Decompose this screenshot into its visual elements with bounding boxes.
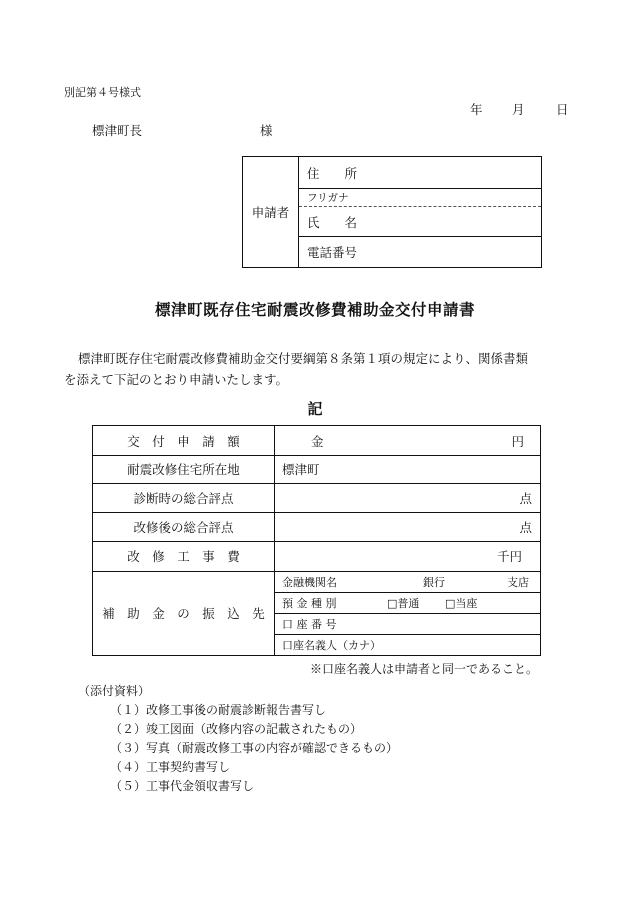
deposit-type-label: 預 金 種 別 <box>282 596 337 610</box>
date-month: 月 <box>512 102 525 117</box>
amount-prefix: 金 <box>311 433 324 449</box>
attachment-item: （２）竣工図面（改修内容の記載されたもの） <box>110 722 363 736</box>
table-row <box>93 426 540 455</box>
applicant-name-label: 氏 名 <box>307 214 358 230</box>
date-year: 年 <box>470 102 483 117</box>
score-after-suffix: 点 <box>519 519 532 535</box>
attachment-item: （４）工事契約書写し <box>110 760 231 774</box>
table-row <box>93 455 540 483</box>
applicant-name-row[interactable] <box>299 207 541 237</box>
bank-row[interactable] <box>275 571 540 592</box>
attachments-heading: （添付資料） <box>78 684 151 698</box>
applicant-furigana-row[interactable] <box>299 189 541 207</box>
body-line-2: を添えて下記のとおり申請いたします。 <box>64 372 289 387</box>
row-label-score-after: 改修後の総合評点 <box>93 512 275 541</box>
account-holder-row[interactable] <box>275 634 540 655</box>
amount-suffix: 円 <box>511 433 524 449</box>
form-number: 別記第４号様式 <box>64 86 141 99</box>
checkbox-current[interactable]: □当座 <box>445 596 478 610</box>
attachment-item: （５）工事代金領収書写し <box>110 779 255 793</box>
applicant-phone-label: 電話番号 <box>307 245 358 260</box>
score-before-field[interactable] <box>275 483 540 512</box>
branch-label: 支店 <box>507 575 529 589</box>
bank-label: 銀行 <box>423 575 445 589</box>
document-title: 標津町既存住宅耐震改修費補助金交付申請書 <box>154 300 475 319</box>
attachment-item: （３）写真（耐震改修工事の内容が確認できるもの） <box>110 741 399 755</box>
attachment-item: （１）改修工事後の耐震診断報告書写し <box>110 703 327 717</box>
addressee-honorific: 様 <box>260 123 273 138</box>
location-value: 標津町 <box>282 462 320 477</box>
addressee-name: 標津町長 <box>92 123 143 138</box>
applicant-box <box>242 156 542 268</box>
cost-field[interactable] <box>275 541 540 571</box>
applicant-address-label: 住 所 <box>307 165 358 181</box>
date-day: 日 <box>556 102 569 117</box>
account-holder-label: 口座名義人（カナ） <box>282 638 381 652</box>
body-line-1: 標津町既存住宅耐震改修費補助金交付要綱第８条第１項の規定により、関係書類 <box>78 351 529 366</box>
account-number-row[interactable] <box>275 613 540 634</box>
score-after-field[interactable] <box>275 512 540 541</box>
cost-suffix: 千円 <box>496 549 522 564</box>
applicant-phone-row[interactable] <box>299 237 541 267</box>
amount-field[interactable] <box>275 426 540 455</box>
row-label-transfer: 補 助 金 の 振 込 先 <box>93 571 275 655</box>
checkbox-ordinary[interactable]: □普通 <box>387 596 420 610</box>
row-label-cost: 改 修 工 事 費 <box>93 541 275 571</box>
row-label-location: 耐震改修住宅所在地 <box>93 455 275 483</box>
ki-heading: 記 <box>307 400 323 418</box>
applicant-address-row[interactable] <box>299 157 541 189</box>
applicant-label: 申請者 <box>243 157 299 267</box>
row-label-amount: 交 付 申 請 額 <box>93 426 275 455</box>
location-field[interactable] <box>275 455 540 483</box>
account-number-label: 口 座 番 号 <box>282 617 337 631</box>
institution-label: 金融機関名 <box>282 575 337 589</box>
applicant-furigana-label: フリガナ <box>307 192 349 204</box>
application-table <box>92 425 541 656</box>
table-row <box>93 541 540 571</box>
deposit-type-row <box>275 592 540 613</box>
score-before-suffix: 点 <box>519 490 532 506</box>
account-holder-note: ※口座名義人は申請者と同一であること。 <box>309 662 538 676</box>
table-row <box>93 483 540 512</box>
table-row <box>93 512 540 541</box>
row-label-score-before: 診断時の総合評点 <box>93 483 275 512</box>
